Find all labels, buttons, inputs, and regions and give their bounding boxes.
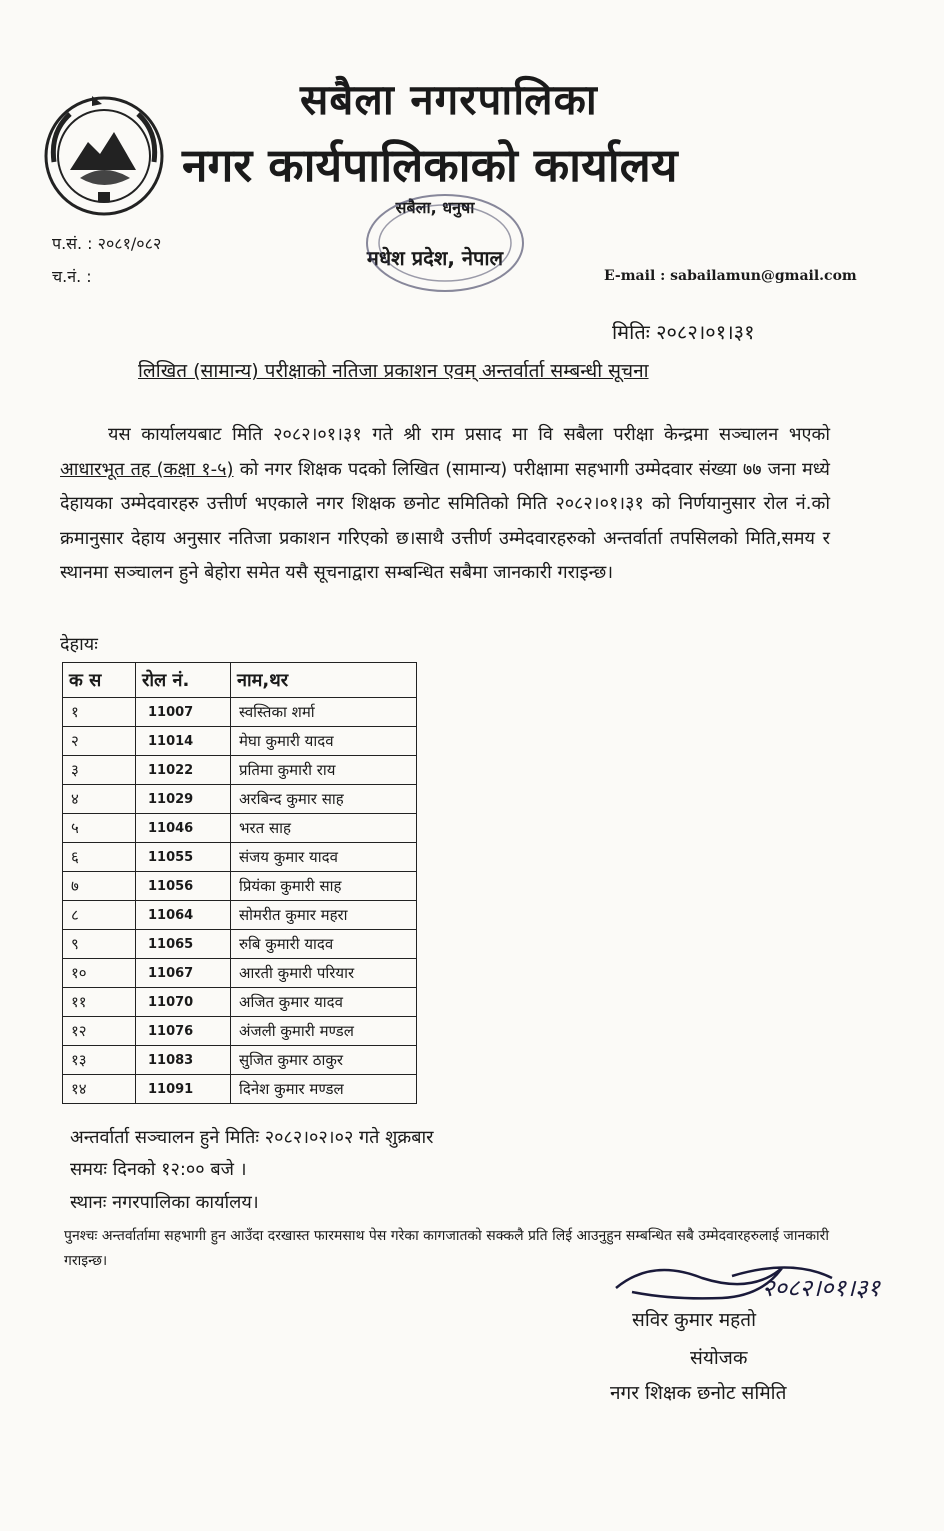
table-row — [63, 872, 417, 901]
serial-cell: २ — [63, 727, 136, 756]
name-cell: अजित कुमार यादव — [231, 988, 417, 1017]
header-name: नाम,थर — [231, 663, 417, 698]
name-cell: स्वस्तिका शर्मा — [231, 698, 417, 727]
table-row — [63, 843, 417, 872]
serial-cell: ७ — [63, 872, 136, 901]
name-cell: भरत साह — [231, 814, 417, 843]
serial-cell: १ — [63, 698, 136, 727]
roll-cell: 11007 — [136, 698, 231, 727]
roll-cell: 11076 — [136, 1017, 231, 1046]
serial-cell: ८ — [63, 901, 136, 930]
reference-number: प.सं. : २०८१/०८२ — [52, 234, 162, 253]
results-table — [62, 662, 417, 1104]
name-cell: प्रतिमा कुमारी राय — [231, 756, 417, 785]
table-row — [63, 727, 417, 756]
signatory-committee: नगर शिक्षक छनोट समिति — [610, 1382, 787, 1404]
address-line-1: सबैला, धनुषा — [395, 198, 475, 217]
notice-body — [60, 418, 830, 591]
signatory-role: संयोजक — [690, 1347, 748, 1369]
name-cell: संजय कुमार यादव — [231, 843, 417, 872]
table-row — [63, 814, 417, 843]
roll-cell: 11014 — [136, 727, 231, 756]
header-serial: क स — [63, 663, 136, 698]
serial-cell: १३ — [63, 1046, 136, 1075]
notice-date: मितिः २०८२।०१।३१ — [612, 320, 755, 344]
table-row — [63, 901, 417, 930]
serial-cell: ३ — [63, 756, 136, 785]
name-cell: प्रियंका कुमारी साह — [231, 872, 417, 901]
notice-body-level: आधारभूत तह (कक्षा १-५) — [60, 458, 234, 480]
roll-cell: 11046 — [136, 814, 231, 843]
table-row — [63, 988, 417, 1017]
name-cell: आरती कुमारी परियार — [231, 959, 417, 988]
serial-cell: १४ — [63, 1075, 136, 1104]
roll-cell: 11022 — [136, 756, 231, 785]
table-row — [63, 1075, 417, 1104]
serial-cell: ९ — [63, 930, 136, 959]
interview-date: अन्तर्वार्ता सञ्चालन हुने मितिः २०८२।०२।०२ गते शुक्रबार — [70, 1127, 434, 1148]
serial-cell: १२ — [63, 1017, 136, 1046]
signature-date: २०८२।०१।३१ — [762, 1274, 881, 1302]
roll-cell: 11055 — [136, 843, 231, 872]
notice-body-part-2: को नगर शिक्षक पदको लिखित (सामान्य) परीक्षामा सहभागी उम्मेदवार संख्या ७७ जना मध्ये देहायका उम्मेदवारहरु उत्तीर्ण भएकाले नगर शिक्षक छनोट समितिको मिति २०८२।०१।३१ को निर्णयानुसार रोल नं.को क्रमानुसार देहाय अनुसार नतिजा प्रकाशन गरिएको छ।साथै उत्तीर्ण उम्मेदवारहरुको अन्तर्वार्ता तपसिलको मिति,समय र स्थानमा सञ्चालन हुने बेहोरा समेत यसै सूचनाद्वारा सम्बन्धित सबैमा जानकारी गराइन्छ। — [60, 458, 830, 583]
municipality-name: सबैला नगरपालिका — [300, 75, 598, 124]
table-row — [63, 785, 417, 814]
emblem-caption — [48, 195, 168, 203]
table-row — [63, 1046, 417, 1075]
table-header-row — [63, 663, 417, 698]
header-roll: रोल नं. — [136, 663, 231, 698]
table-row — [63, 959, 417, 988]
name-cell: मेघा कुमारी यादव — [231, 727, 417, 756]
table-row — [63, 930, 417, 959]
roll-cell: 11064 — [136, 901, 231, 930]
roll-cell: 11091 — [136, 1075, 231, 1104]
roll-cell: 11029 — [136, 785, 231, 814]
postscript: पुनश्चः अन्तर्वार्तामा सहभागी हुन आउँदा दरखास्त फारमसाथ पेस गरेका कागजातको सक्कलै प्रति लिई आउनुहुन सम्बन्धित सबै उम्मेदवारहरुलाई जानकारी गराइन्छ। — [64, 1228, 829, 1269]
roll-cell: 11070 — [136, 988, 231, 1017]
name-cell: अरबिन्द कुमार साह — [231, 785, 417, 814]
table-row — [63, 756, 417, 785]
office-name: नगर कार्यपालिकाको कार्यालय — [182, 138, 678, 192]
office-email: E-mail : sabailamun@gmail.com — [604, 268, 857, 284]
notice-body-part-1: यस कार्यालयबाट मिति २०८२।०१।३१ गते श्री राम प्रसाद मा वि सबैला परीक्षा केन्द्रमा सञ्चालन भएको — [108, 424, 830, 445]
table-row — [63, 698, 417, 727]
address-line-2: मधेश प्रदेश, नेपाल — [366, 246, 504, 270]
signatory-name: सविर कुमार महतो — [632, 1309, 757, 1331]
serial-cell: ६ — [63, 843, 136, 872]
list-heading: देहायः — [60, 634, 98, 655]
serial-cell: ११ — [63, 988, 136, 1017]
serial-cell: १० — [63, 959, 136, 988]
name-cell: सुजित कुमार ठाकुर — [231, 1046, 417, 1075]
interview-place: स्थानः नगरपालिका कार्यालय। — [70, 1192, 259, 1213]
serial-cell: ५ — [63, 814, 136, 843]
notice-subject: लिखित (सामान्य) परीक्षाको नतिजा प्रकाशन एवम् अन्तर्वार्ता सम्बन्धी सूचना — [138, 360, 649, 382]
roll-cell: 11065 — [136, 930, 231, 959]
roll-cell: 11056 — [136, 872, 231, 901]
name-cell: रुबि कुमारी यादव — [231, 930, 417, 959]
name-cell: दिनेश कुमार मण्डल — [231, 1075, 417, 1104]
dispatch-number: च.नं. : — [52, 267, 92, 286]
serial-cell: ४ — [63, 785, 136, 814]
table-row — [63, 1017, 417, 1046]
interview-time: समयः दिनको १२:०० बजे । — [70, 1159, 247, 1180]
name-cell: सोमरीत कुमार महरा — [231, 901, 417, 930]
roll-cell: 11067 — [136, 959, 231, 988]
roll-cell: 11083 — [136, 1046, 231, 1075]
office-stamp-icon — [360, 188, 530, 298]
name-cell: अंजली कुमारी मण्डल — [231, 1017, 417, 1046]
